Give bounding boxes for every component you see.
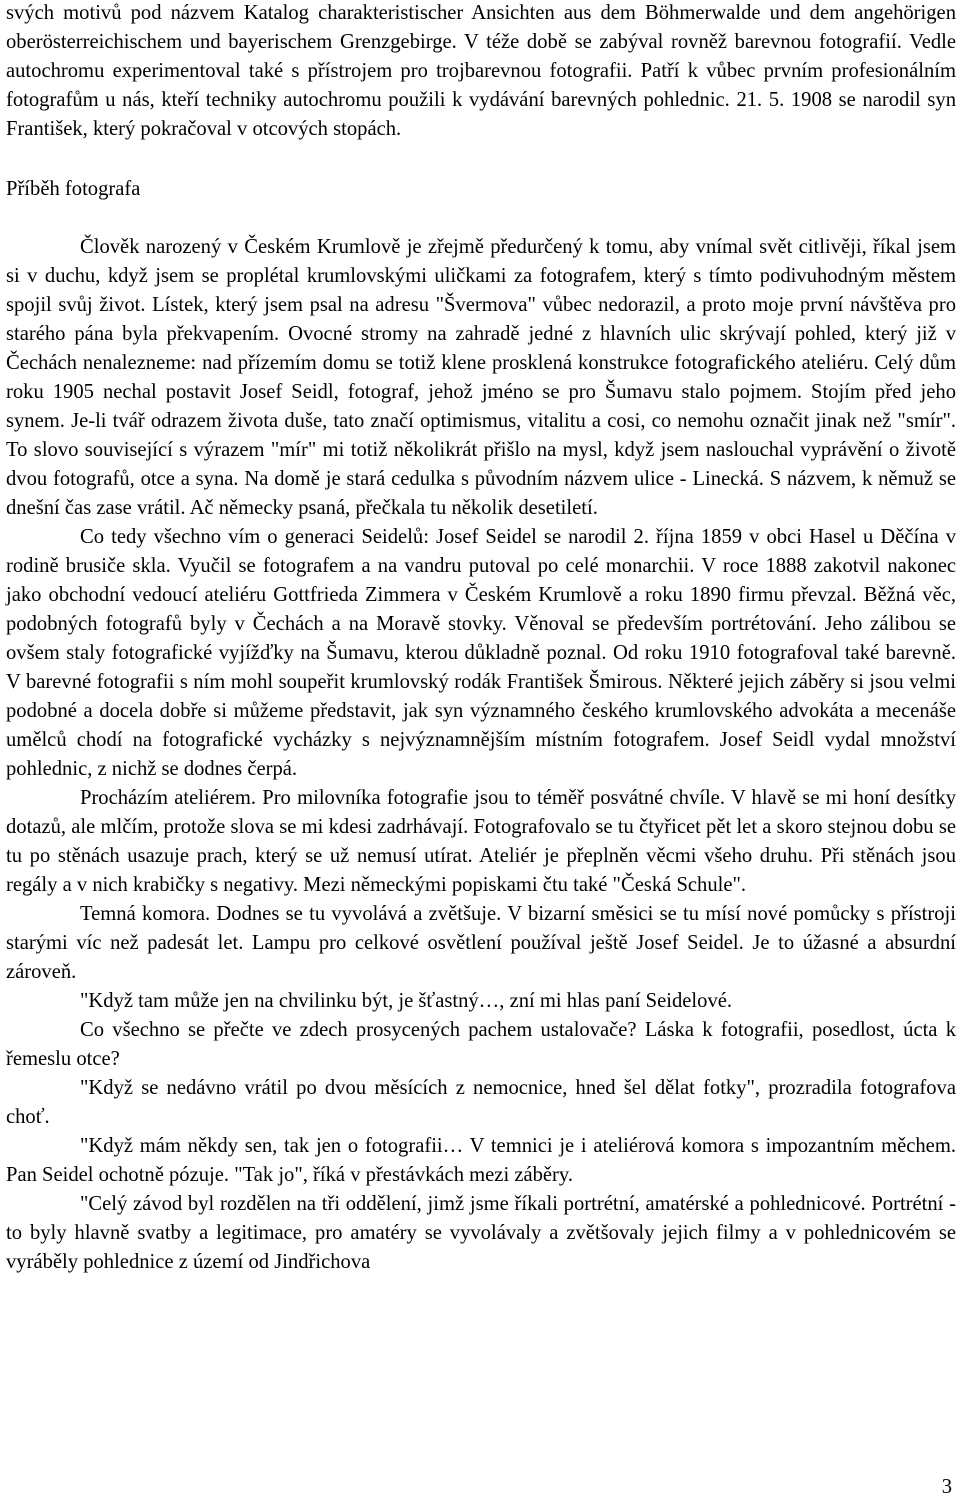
document-page (6, 0, 956, 1277)
paragraph-8: "Když mám někdy sen, tak jen o fotografii… V temnici je i ateliérová komora s impozantním měchem. Pan Seidel ochotně pózuje. "Tak jo", říká v přestávkách mezi záběry. (6, 1135, 956, 1186)
intro-paragraph: svých motivů pod názvem Katalog charakteristischer Ansichten aus dem Böhmerwalde und dem angehörigen oberösterreichischem und bayerischem Grenzgebirge. V téže době se zabýval rovněž barevnou fotografií. Vedle autochromu experimentoval také s přístrojem pro trojbarevnou fotografii. Patří k vůbec prvním profesionálním fotografům u nás, kteří techniky autochromu použili k vydávání barevných pohlednic. 21. 5. 1908 se narodil syn František, který pokračoval v otcových stopách. (6, 2, 956, 140)
paragraph-1: Člověk narozený v Českém Krumlově je zřejmě předurčený k tomu, aby vnímal svět citlivěji, říkal jsem si v duchu, když jsem se proplétal krumlovskými uličkami za fotografem, který s tímto podivuhodným městem spojil svůj život. Lístek, který jsem psal na adresu "Švermova" vůbec nedorazil, a proto moje první návštěva pro starého pána byla překvapením. Ovocné stromy na zahradě jedné z hlavních ulic skrývají pohled, který již v Čechách nenalezneme: nad přízemím domu se totiž klene prosklená konstrukce fotografického ateliéru. Celý dům roku 1905 nechal postavit Josef Seidl, fotograf, jehož jméno se pro Šumavu stalo pojmem. Stojím před jeho synem. Je-li tvář odrazem života duše, tato značí optimismus, vitalitu a cosi, co nemohu označit jinak než "smír". To slovo související s výrazem "mír" mi totiž několikrát přišlo na mysl, když jsem naslouchal vyprávění o životě dvou fotografů, otce a syna. Na domě je stará cedulka s původním názvem ulice - Linecká. S názvem, k němuž se dnešní čas zase vrátil. Ač německy psaná, přečkala tu několik desetiletí. (6, 236, 956, 519)
paragraph-2: Co tedy všechno vím o generaci Seidelů: Josef Seidel se narodil 2. října 1859 v obci Hasel u Děčína v rodině brusiče skla. Vyučil se fotografem a na vandru putoval po celé monarchii. V roce 1888 zakotvil nakonec jako obchodní vedoucí ateliéru Gottfrieda Zimmera v Českém Krumlově a roku 1890 firmu převzal. Běžná věc, podobných fotografů byly v Čechách a na Moravě stovky. Věnoval se především portrétování. Jeho zálibou se ovšem staly fotografické vyjížďky na Šumavu, kterou důkladně poznal. Od roku 1910 fotografoval také barevně. V barevné fotografii s ním mohl soupeřit krumlovský rodák František Šmirous. Některé jejich záběry si jsou velmi podobné a docela dobře si můžeme představit, jak syn významného českého krumlovského advokáta a mecenáše umělců chodí na fotografické vycházky s nejvýznamnějším místním fotografem. Josef Seidl vydal množství pohlednic, z nichž se dodnes čerpá. (6, 526, 956, 780)
paragraph-3: Procházím ateliérem. Pro milovníka fotografie jsou to téměř posvátné chvíle. V hlavě se mi honí desítky dotazů, ale mlčím, protože slova se mi kdesi zadrhávají. Fotografovalo se tu čtyřicet pět let a skoro stejnou dobu se tu po stěnách usazuje prach, který se už nemusí utírat. Ateliér je přeplněn věcmi všeho druhu. Při stěnách jsou regály a v nich krabičky s negativy. Mezi německými popiskami čtu také "Česká Schule". (6, 787, 956, 896)
paragraph-4: Temná komora. Dodnes se tu vyvolává a zvětšuje. V bizarní směsici se tu mísí nové pomůcky s přístroji starými víc než padesát let. Lampu pro celkové osvětlení používal ještě Josef Seidel. Je to úžasné a absurdní zároveň. (6, 903, 956, 983)
paragraph-5: "Když tam může jen na chvilinku být, je šťastný…, zní mi hlas paní Seidelové. (80, 990, 733, 1012)
section-heading: Příběh fotografa (6, 178, 141, 200)
page-number: 3 (941, 1476, 952, 1498)
paragraph-6: Co všechno se přečte ve zdech prosycených pachem ustalovače? Láska k fotografii, posedlost, úcta k řemeslu otce? (6, 1019, 956, 1070)
paragraph-7: "Když se nedávno vrátil po dvou měsících z nemocnice, hned šel dělat fotky", prozradila fotografova choť. (6, 1077, 956, 1128)
paragraph-9: "Celý závod byl rozdělen na tři oddělení, jimž jsme říkali portrétní, amatérské a pohlednicové. Portrétní - to byly hlavně svatby a legitimace, pro amatéry se vyvolávaly a zvětšovaly jejich filmy a v pohlednicovém se vyráběly pohlednice z území od Jindřichova (6, 1193, 956, 1273)
